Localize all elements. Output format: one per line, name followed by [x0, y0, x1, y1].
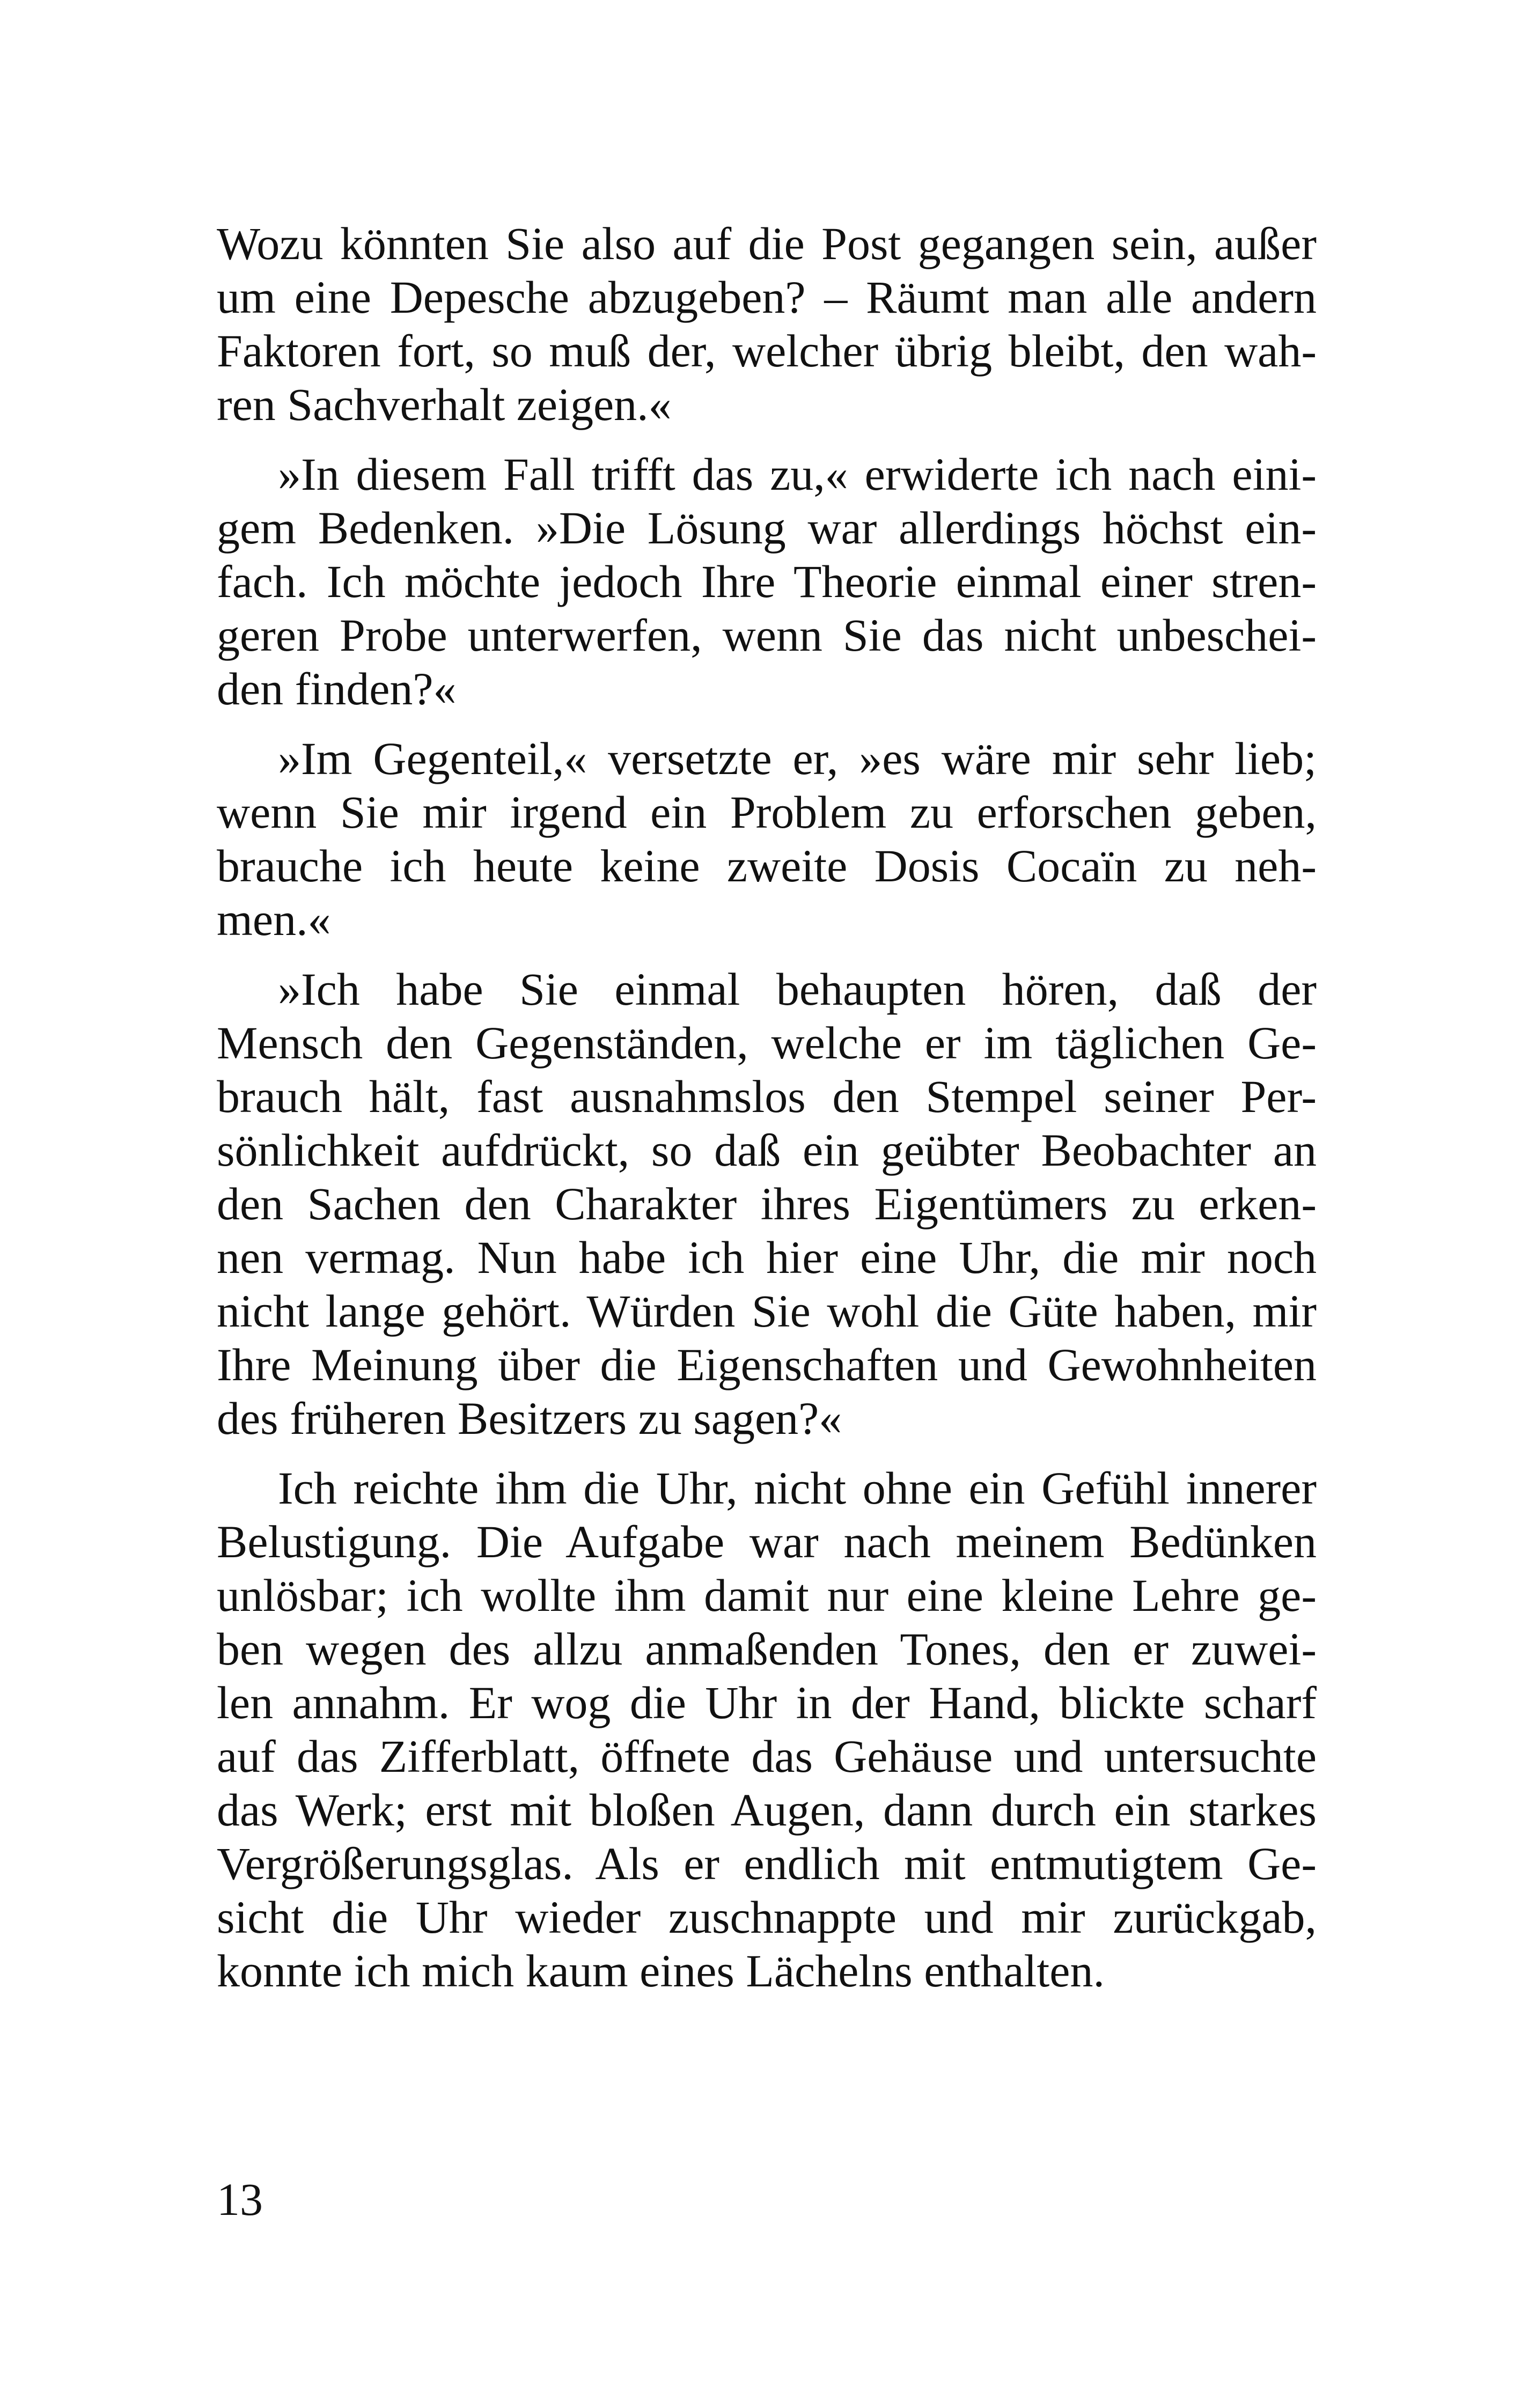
text-line: »Im Gegenteil,« versetzte er, »es wäre mir sehr lieb; [278, 733, 1317, 784]
text-line: Ihre Meinung über die Eigenschaften und Gewohnheiten [217, 1339, 1317, 1390]
text-line: len annahm. Er wog die Uhr in der Hand, blickte scharf [217, 1677, 1317, 1728]
text-line: ben wegen des allzu anmaßenden Tones, den er zuwei- [217, 1623, 1317, 1675]
text-line: um eine Depesche abzugeben? – Räumt man alle andern [217, 271, 1317, 323]
text-line: »Ich habe Sie einmal behaupten hören, daß der [278, 963, 1317, 1015]
text-line: brauche ich heute keine zweite Dosis Cocaïn zu neh- [217, 840, 1317, 892]
paragraph-4 [217, 962, 1317, 1445]
text-line: ren Sachverhalt zeigen.« [217, 379, 672, 430]
text-line: unlösbar; ich wollte ihm damit nur eine kleine Lehre ge- [217, 1570, 1317, 1621]
text-line: wenn Sie mir irgend ein Problem zu erforschen geben, [217, 786, 1317, 838]
text-line: fach. Ich möchte jedoch Ihre Theorie einmal einer stren- [217, 556, 1317, 607]
text-line: Faktoren fort, so muß der, welcher übrig bleibt, den wah- [217, 325, 1317, 377]
text-line: konnte ich mich kaum eines Lächelns enthalten. [217, 1945, 1105, 1997]
text-line: Mensch den Gegenständen, welche er im täglichen Ge- [217, 1017, 1317, 1069]
text-line: sönlichkeit aufdrückt, so daß ein geübter Beobachter an [217, 1124, 1317, 1176]
text-line: des früheren Besitzers zu sagen?« [217, 1393, 842, 1444]
text-line: auf das Zifferblatt, öffnete das Gehäuse und untersuchte [217, 1730, 1317, 1782]
text-line: nicht lange gehört. Würden Sie wohl die Güte haben, mir [217, 1285, 1317, 1337]
body-text [217, 217, 1317, 2014]
text-line: Wozu könnten Sie also auf die Post gegangen sein, außer [217, 218, 1317, 269]
page-number: 13 [217, 2174, 263, 2225]
paragraph-5 [217, 1461, 1317, 1998]
text-line: den Sachen den Charakter ihres Eigentümers zu erken- [217, 1178, 1317, 1229]
text-line: den finden?« [217, 663, 457, 715]
text-line: sicht die Uhr wieder zuschnappte und mir zurückgab, [217, 1891, 1317, 1943]
text-line: nen vermag. Nun habe ich hier eine Uhr, die mir noch [217, 1232, 1317, 1283]
text-line: brauch hält, fast ausnahmslos den Stempel seiner Per- [217, 1071, 1317, 1122]
text-line: Ich reichte ihm die Uhr, nicht ohne ein Gefühl innerer [278, 1462, 1317, 1514]
paragraph-1 [217, 217, 1317, 431]
text-line: geren Probe unterwerfen, wenn Sie das nicht unbeschei- [217, 609, 1317, 661]
text-line: »In diesem Fall trifft das zu,« erwiderte ich nach eini- [278, 448, 1317, 500]
text-line: men.« [217, 894, 331, 945]
text-line: Belustigung. Die Aufgabe war nach meinem Bedünken [217, 1516, 1317, 1567]
text-line: Vergrößerungsglas. Als er endlich mit entmutigtem Ge- [217, 1838, 1317, 1889]
paragraph-2 [217, 447, 1317, 716]
text-line: gem Bedenken. »Die Lösung war allerdings höchst ein- [217, 502, 1317, 554]
paragraph-3 [217, 732, 1317, 946]
text-line: das Werk; erst mit bloßen Augen, dann durch ein starkes [217, 1784, 1317, 1836]
